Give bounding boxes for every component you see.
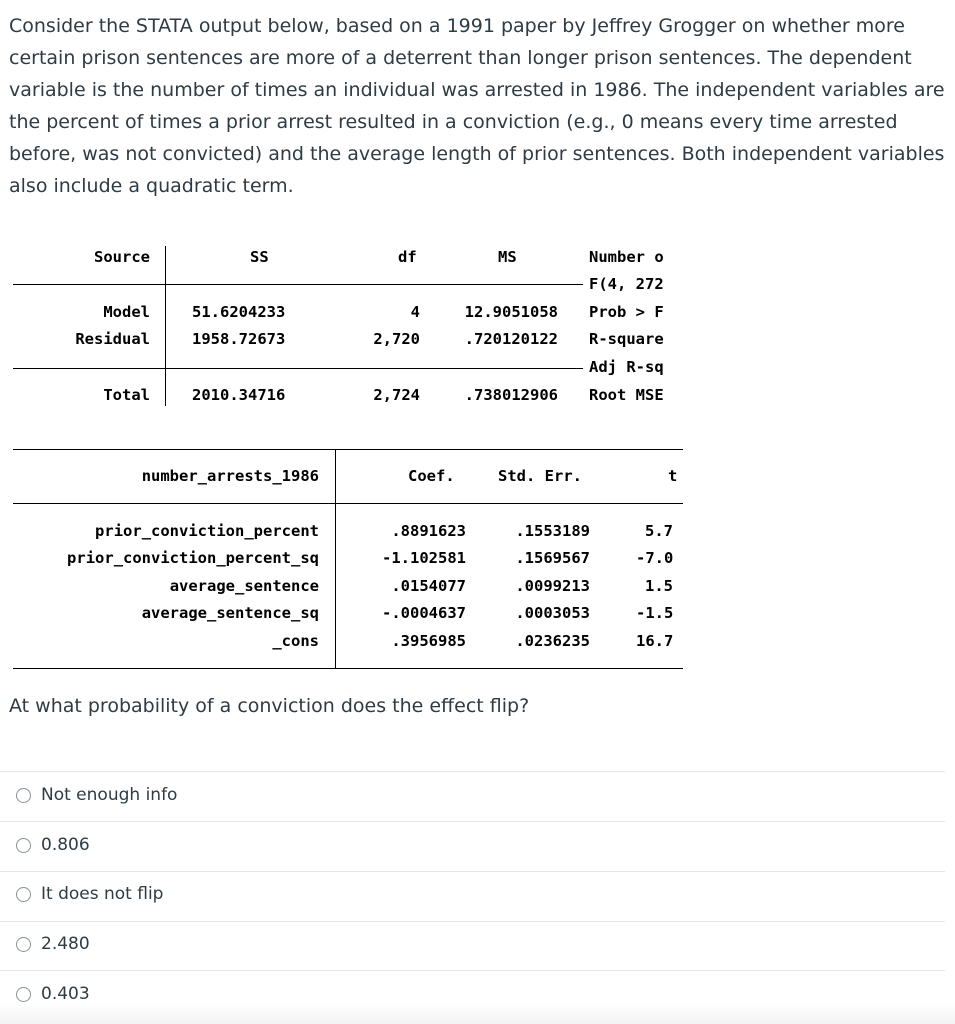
option-divider — [0, 921, 945, 922]
question-text: At what probability of a conviction does the effect flip? — [9, 695, 530, 717]
anova-total-label: Total — [103, 386, 150, 404]
option-divider — [0, 821, 945, 822]
anova-rule-top — [13, 284, 583, 285]
radio-button[interactable] — [16, 838, 31, 853]
answer-option-label: 2.480 — [41, 934, 90, 954]
coef-header-depvar: number_arrests_1986 — [141, 467, 319, 485]
anova-vertical-rule — [165, 246, 166, 406]
coef-header-se: Std. Err. — [498, 467, 582, 485]
radio-button[interactable] — [16, 987, 31, 1002]
anova-residual-label: Residual — [75, 330, 150, 348]
coef-var: _cons — [272, 632, 319, 650]
answer-option[interactable] — [16, 882, 163, 906]
anova-model-label: Model — [103, 303, 150, 321]
option-divider — [0, 970, 945, 971]
anova-model-ms: 12.9051058 — [464, 303, 558, 321]
anova-total-ms: .738012906 — [464, 386, 558, 404]
coef-se: .0236235 — [515, 632, 590, 650]
coef-t: 5.7 — [645, 522, 673, 540]
coef-vertical-rule — [335, 449, 336, 668]
anova-model-ss: 51.6204233 — [192, 303, 286, 321]
anova-stat-rmse: Root MSE — [589, 386, 664, 404]
coef-t: 16.7 — [636, 632, 674, 650]
coef-se: .1569567 — [515, 549, 590, 567]
coef-value: -1.102581 — [382, 549, 466, 567]
coef-header-coef: Coef. — [408, 467, 455, 485]
coef-t: -1.5 — [636, 604, 674, 622]
answer-option-label: 0.403 — [41, 984, 90, 1004]
option-divider — [0, 771, 945, 772]
option-divider — [0, 871, 945, 872]
anova-header-ms: MS — [498, 248, 517, 266]
radio-button[interactable] — [16, 887, 31, 902]
anova-model-df: 4 — [410, 303, 420, 321]
radio-button[interactable] — [16, 937, 31, 952]
answer-option-label: 0.806 — [41, 835, 90, 855]
coef-se: .0003053 — [515, 604, 590, 622]
anova-stat-rsq: R-square — [589, 330, 664, 348]
question-intro: Consider the STATA output below, based on a 1991 paper by Jeffrey Grogger on whether more certain prison sentences are more of a deterrent than longer prison sentences. The dependent variable is the number of times an individual was arrested in 1986. The independent variables are the percent of times a prior arrest resulted in a conviction (e.g., 0 means every time arrested before, was not convicted) and the average length of prior sentences. Both independent variables also include a quadratic term. — [9, 15, 945, 197]
coef-var: average_sentence_sq — [141, 604, 319, 622]
answer-option[interactable] — [16, 932, 90, 956]
coef-value: .8891623 — [391, 522, 466, 540]
anova-stat-nobs: Number o — [589, 248, 664, 266]
anova-stats-column — [589, 248, 684, 408]
coef-value: .3956985 — [391, 632, 466, 650]
anova-residual-ms: .720120122 — [464, 330, 558, 348]
coef-value: .0154077 — [391, 577, 466, 595]
anova-rule-mid — [13, 368, 583, 369]
coef-t: 1.5 — [645, 577, 673, 595]
anova-total-ss: 2010.34716 — [192, 386, 286, 404]
coef-var: prior_conviction_percent_sq — [67, 549, 319, 567]
coef-se: .1553189 — [515, 522, 590, 540]
answer-option[interactable] — [16, 833, 90, 857]
answer-option[interactable] — [16, 982, 90, 1006]
anova-residual-ss: 1958.72673 — [192, 330, 286, 348]
coef-value: -.0004637 — [382, 604, 466, 622]
anova-header-source: Source — [94, 248, 150, 266]
coef-rule-top — [13, 449, 683, 450]
answer-option-label: Not enough info — [41, 785, 178, 805]
anova-total-df: 2,724 — [373, 386, 420, 404]
bottom-fade — [0, 1004, 955, 1024]
anova-stat-adjrsq: Adj R-sq — [589, 358, 664, 376]
anova-header-ss: SS — [250, 248, 269, 266]
answer-option[interactable] — [16, 783, 177, 807]
coef-t: -7.0 — [636, 549, 674, 567]
anova-header-df: df — [398, 248, 417, 266]
anova-stat-prob: Prob > F — [589, 303, 664, 321]
coef-var: average_sentence — [169, 577, 319, 595]
answer-option-label: It does not flip — [41, 884, 164, 904]
coef-se: .0099213 — [515, 577, 590, 595]
radio-button[interactable] — [16, 788, 31, 803]
anova-residual-df: 2,720 — [373, 330, 420, 348]
coef-var: prior_conviction_percent — [95, 522, 319, 540]
coef-rule-bottom — [13, 668, 683, 669]
coef-header-t: t — [668, 467, 678, 485]
anova-stat-f: F(4, 272 — [589, 275, 664, 293]
coef-rule-header — [13, 503, 683, 504]
